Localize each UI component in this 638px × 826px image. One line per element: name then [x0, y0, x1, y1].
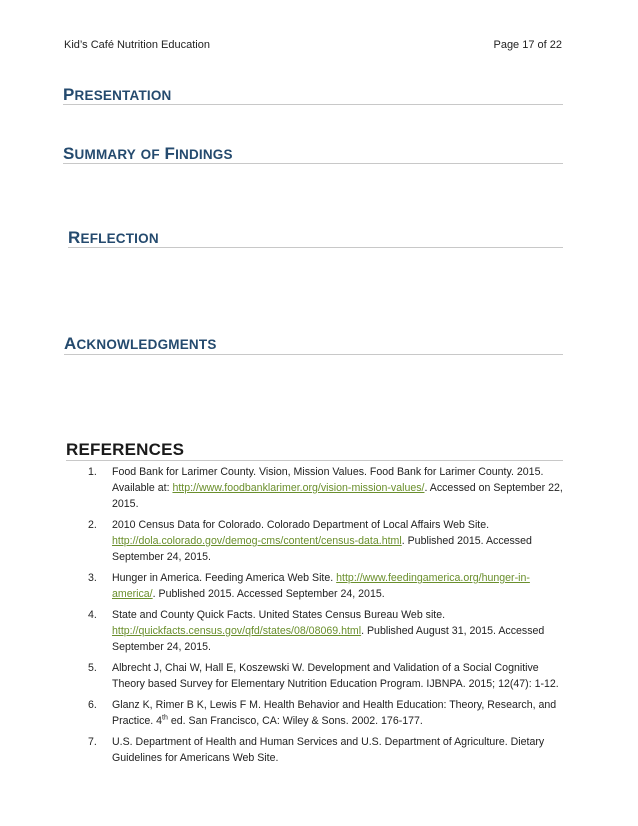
- heading-rule: [63, 104, 563, 105]
- reference-item: [88, 697, 568, 729]
- reference-item: [88, 607, 568, 655]
- reference-text: U.S. Department of Health and Human Services and U.S. Department of Agriculture. Dietary Guidelines for Americans Web Site.: [112, 736, 545, 764]
- reference-item: [88, 570, 568, 602]
- heading-acknowledgments: [64, 334, 217, 354]
- heading-initial: A: [64, 334, 77, 353]
- reference-text: Hunger in America. Feeding America Web Site.: [112, 572, 337, 584]
- heading-rule: [63, 163, 563, 164]
- reference-number: 6.: [88, 699, 97, 711]
- reference-number: 5.: [88, 662, 97, 674]
- reference-text: . Published 2015. Accessed September 24, 2015.: [112, 535, 532, 563]
- reference-link[interactable]: http://www.foodbanklarimer.org/vision-mission-values/: [172, 482, 425, 494]
- heading-rest: UMMARY: [74, 147, 136, 162]
- reference-text: State and County Quick Facts. United States Census Bureau Web site.: [112, 609, 446, 621]
- heading-initial: R: [66, 440, 79, 459]
- heading-rule: [64, 354, 563, 355]
- heading-presentation: [63, 85, 172, 105]
- heading-initial: P: [63, 85, 75, 104]
- reference-number: 3.: [88, 572, 97, 584]
- heading-rest: CKNOWLEDGMENTS: [76, 337, 217, 352]
- heading-rest: EFLECTION: [80, 231, 159, 246]
- heading-word: OF: [140, 147, 160, 162]
- reference-number: 2.: [88, 519, 97, 531]
- page-number: Page 17 of 22: [493, 39, 562, 51]
- heading-rest: INDINGS: [175, 147, 233, 162]
- reference-number: 4.: [88, 609, 97, 621]
- reference-text: ed. San Francisco, CA: Wiley & Sons. 2002. 176-177.: [167, 715, 423, 727]
- heading-initial: R: [68, 228, 81, 247]
- reference-number: 7.: [88, 736, 97, 748]
- reference-text: 2010 Census Data for Colorado. Colorado Department of Local Affairs Web Site.: [112, 519, 490, 531]
- heading-reflection: [68, 228, 159, 248]
- heading-initial: S: [63, 144, 75, 163]
- reference-item: [88, 517, 568, 565]
- reference-superscript: th: [162, 714, 168, 722]
- reference-item: [88, 660, 568, 692]
- reference-text: . Accessed on September 22, 2015.: [112, 482, 563, 510]
- heading-rule: [66, 460, 563, 461]
- heading-summary-of-findings: [63, 144, 233, 164]
- reference-link[interactable]: http://quickfacts.census.gov/qfd/states/08/08069.html: [112, 625, 362, 637]
- header-title: Kid’s Café Nutrition Education: [64, 39, 210, 51]
- heading-references: [66, 440, 184, 460]
- heading-rest: RESENTATION: [74, 88, 172, 103]
- reference-text: Food Bank for Larimer County. Vision, Mission Values. Food Bank for Larimer County. 2015. Available at:: [112, 466, 544, 494]
- reference-text: Glanz K, Rimer B K, Lewis F M. Health Behavior and Health Education: Theory, Research, and Practice. 4: [112, 699, 557, 727]
- reference-text: . Published 2015. Accessed September 24, 2015.: [152, 588, 385, 600]
- heading-initial: F: [164, 144, 176, 163]
- reference-text: . Published August 31, 2015. Accessed September 24, 2015.: [112, 625, 545, 653]
- reference-text: Albrecht J, Chai W, Hall E, Koszewski W. Development and Validation of a Social Cognitive Theory based Survey for Elementary Nutrition Education Program. IJBNPA. 2015; 12(47): 1-12.: [112, 662, 559, 690]
- heading-rest: EFERENCES: [78, 440, 185, 459]
- reference-number: 1.: [88, 466, 97, 478]
- reference-link[interactable]: http://www.feedingamerica.org/hunger-in-america/: [112, 572, 530, 600]
- reference-item: [88, 464, 568, 512]
- reference-item: [88, 734, 568, 766]
- reference-link[interactable]: http://dola.colorado.gov/demog-cms/content/census-data.html: [112, 535, 402, 547]
- reference-list: [88, 464, 568, 771]
- heading-rule: [68, 247, 563, 248]
